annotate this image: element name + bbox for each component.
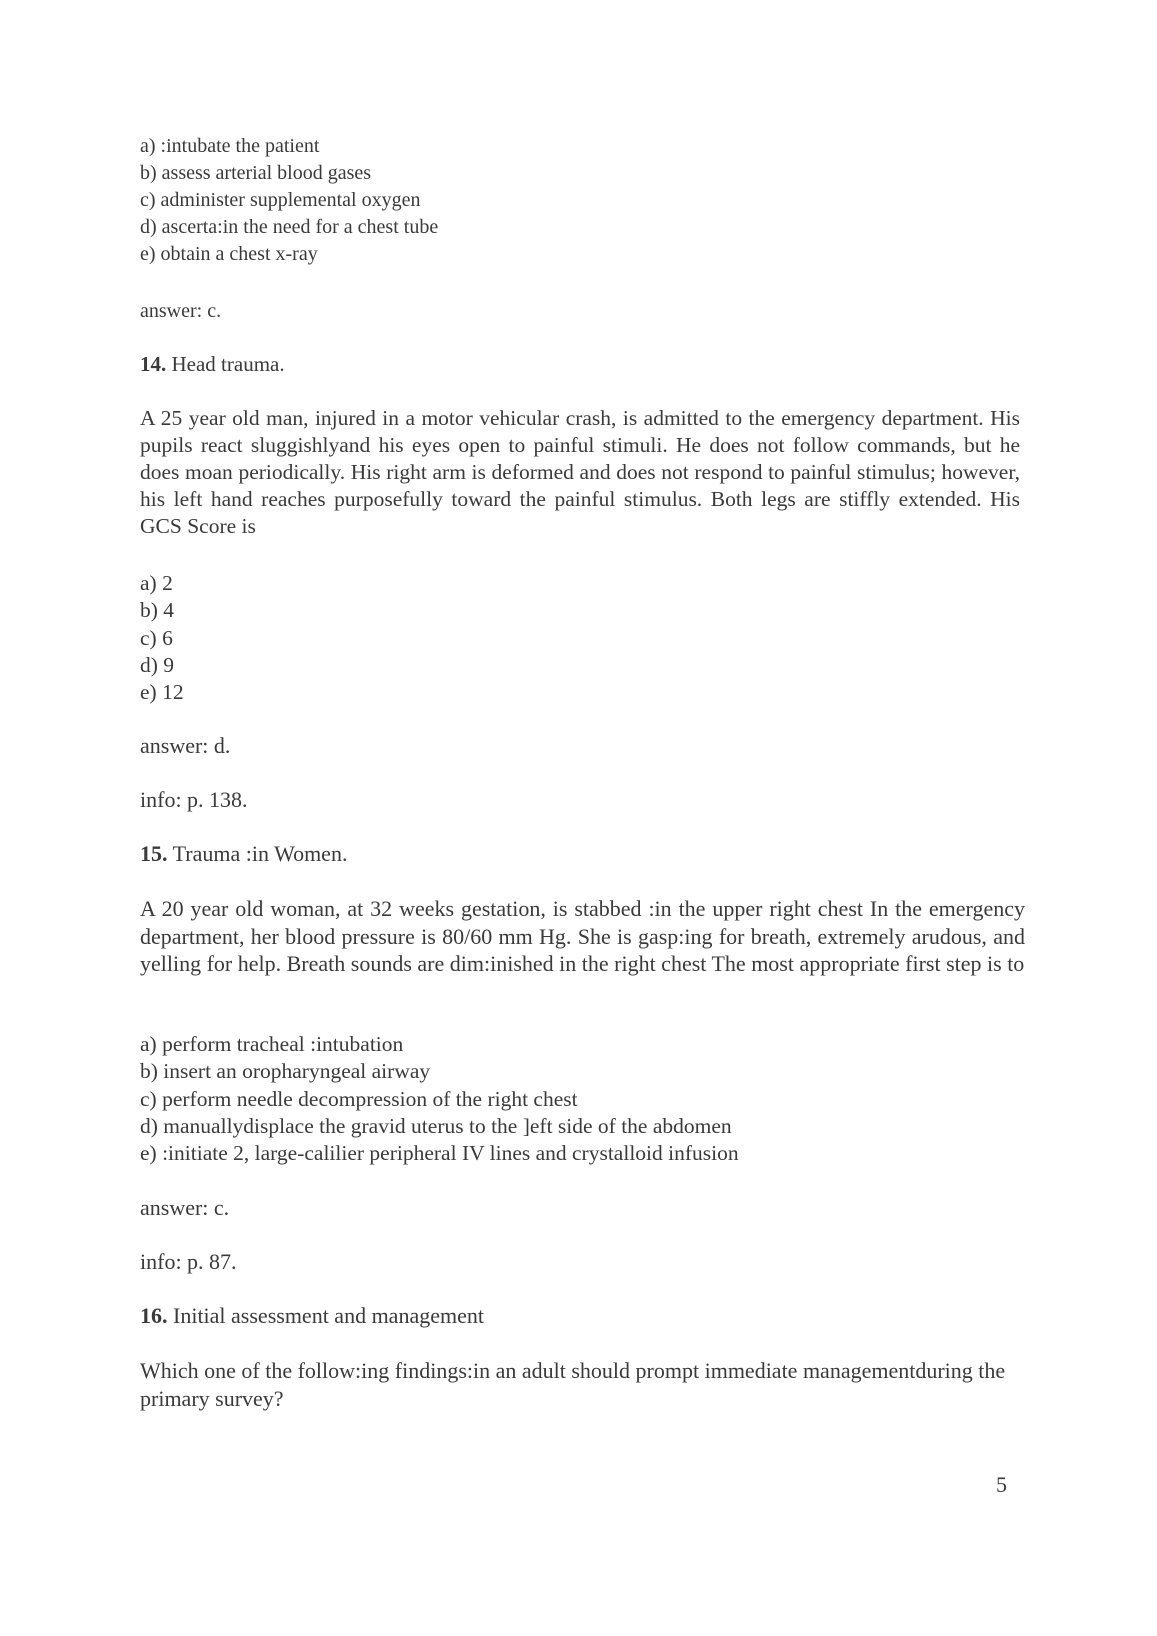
q14-heading: [140, 352, 285, 377]
q14-options: [140, 570, 184, 706]
option-b: b) assess arterial blood gases: [140, 162, 372, 184]
option-a: a) :intubate the patient: [140, 135, 320, 157]
q15-info: info: p. 87.: [140, 1249, 237, 1274]
option-e: e) 12: [140, 680, 184, 705]
q15-question: A 20 year old woman, at 32 weeks gestation, is stabbed :in the upper right chest In the emergency department, her blood pressure is 80/60 mm Hg. She is gasp:ing for breath, extremely arudous, and yelling for help. Breath sounds are dim:inished in the right chest The most appropriate first step is to: [140, 896, 1025, 976]
option-d: d) ascerta:in the need for a chest tube: [140, 216, 439, 238]
q14-question: A 25 year old man, injured in a motor vehicular crash, is admitted to the emergency department. His pupils react sluggishlyand his eyes open to painful stimuli. He does not follow commands, but he does moan periodically. His right arm is deformed and does not respond to painful stimulus; however, his left hand reaches purposefully toward the painful stimulus. Both legs are stiffly extended. His GCS Score is: [140, 406, 1020, 538]
q16-question: Which one of the follow:ing findings:in an adult should prompt immediate managementduring the primary survey?: [140, 1358, 1006, 1411]
page-number: 5: [996, 1472, 1007, 1497]
q15-answer: answer: c.: [140, 1195, 230, 1220]
option-b: b) 4: [140, 598, 175, 623]
option-a: a) perform tracheal :intubation: [140, 1032, 404, 1056]
option-a: a) 2: [140, 571, 173, 595]
option-d: d) 9: [140, 652, 175, 677]
q15-options: [140, 1031, 739, 1167]
option-e: e) :initiate 2, large-calilier peripheral IV lines and crystalloid infusion: [140, 1141, 739, 1166]
option-e: e) obtain a chest x-ray: [140, 243, 318, 265]
q16-heading: [140, 1303, 484, 1329]
q14-answer: answer: d.: [140, 733, 231, 758]
q14-title: Head trauma.: [171, 352, 285, 376]
option-b: b) insert an oropharyngeal airway: [140, 1059, 431, 1084]
q16-number: 16.: [140, 1303, 168, 1328]
q14-info: info: p. 138.: [140, 787, 248, 812]
q16-title: Initial assessment and management: [173, 1303, 484, 1328]
q13-options: [140, 133, 438, 268]
option-c: c) administer supplemental oxygen: [140, 189, 421, 211]
q15-heading: [140, 841, 347, 867]
option-c: c) perform needle decompression of the right chest: [140, 1086, 578, 1111]
option-d: d) manuallydisplace the gravid uterus to the ]eft side of the abdomen: [140, 1113, 732, 1138]
q13-answer: answer: c.: [140, 300, 222, 322]
q15-title: Trauma :in Women.: [172, 841, 348, 866]
q15-number: 15.: [140, 841, 168, 866]
q14-number: 14.: [140, 352, 167, 376]
option-c: c) 6: [140, 625, 173, 650]
